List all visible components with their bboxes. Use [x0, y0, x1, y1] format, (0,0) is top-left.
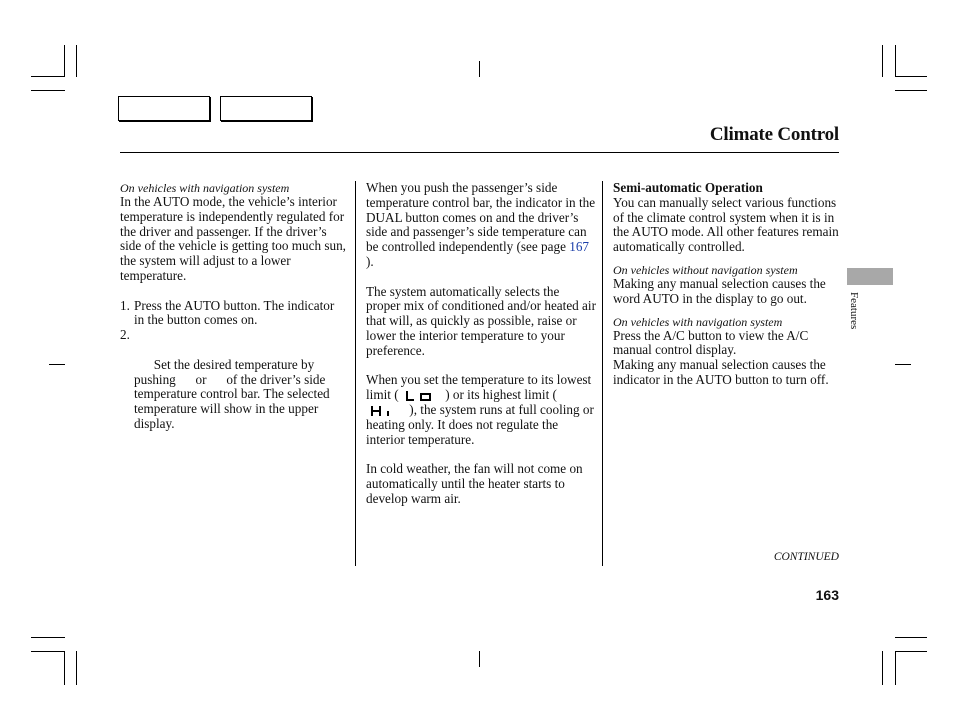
vehicle-note: On vehicles with navigation system	[613, 314, 783, 329]
lcd-lo-icon	[402, 390, 442, 402]
page-title: Climate Control	[709, 124, 839, 145]
manual-selection-paragraph: Making any manual selection causes the word AUTO in the display to go out.	[613, 275, 826, 306]
steps-list	[120, 299, 346, 447]
limit-paragraph: When you set the temperature to its lowest limit ( ) or its highest limit ( ), the system runs at full cooling or heating only. It does not regulate the interior temperature.	[366, 372, 594, 447]
list-item: 2. Set the desired temperature by pushing or of the driver’s side temperature control bar. The selected temperature will show in the upper display.	[120, 327, 333, 431]
page-number: 163	[815, 587, 839, 603]
page-reference-link[interactable]: 167	[569, 239, 590, 255]
section-tab	[847, 268, 893, 285]
column-1	[120, 181, 346, 447]
semi-auto-paragraph: You can manually select various functions of the climate control system when it is in the AUTO mode. All other features remain automatically controlled.	[613, 194, 839, 255]
lcd-hi-icon	[366, 405, 406, 417]
cold-weather-paragraph: In cold weather, the fan will not come on automatically until the heater starts to develop warm air.	[366, 461, 583, 506]
column-3	[613, 181, 843, 388]
auto-indicator-paragraph: Making any manual selection causes the indicator in the AUTO button to turn off.	[613, 357, 829, 387]
column-2	[366, 181, 596, 507]
list-item: 1. Press the AUTO button. The indicator in the button comes on.	[120, 297, 335, 328]
header-box-right	[220, 96, 312, 121]
intro-paragraph: In the AUTO mode, the vehicle’s interior temperature is independently regulated for the driver and passenger. If the driver’s side of the vehicle is getting too much sun, the system will adjust to a lower temperature.	[120, 194, 346, 283]
section-label: Features	[848, 292, 860, 330]
vehicle-note: On vehicles without navigation system	[613, 262, 798, 277]
ac-button-paragraph: Press the A/C button to view the A/C manual control display.	[613, 327, 809, 358]
vehicle-note: On vehicles with navigation system	[120, 181, 290, 195]
section-heading: Semi-automatic Operation	[613, 180, 763, 195]
auto-mix-paragraph: The system automatically selects the proper mix of conditioned and/or heated air that will, as quickly as possible, raise or lower the interior temperature to your preference.	[366, 283, 596, 358]
header-box-left	[118, 96, 210, 121]
column-divider	[355, 181, 356, 566]
column-divider	[602, 181, 603, 566]
continued-label: CONTINUED	[773, 551, 839, 563]
dual-paragraph: When you push the passenger’s side temperature control bar, the indicator in the DUAL button comes on and the driver’s side and passenger’s side temperature can be controlled independently (see page 167 ).	[366, 180, 596, 269]
title-rule	[120, 152, 839, 153]
